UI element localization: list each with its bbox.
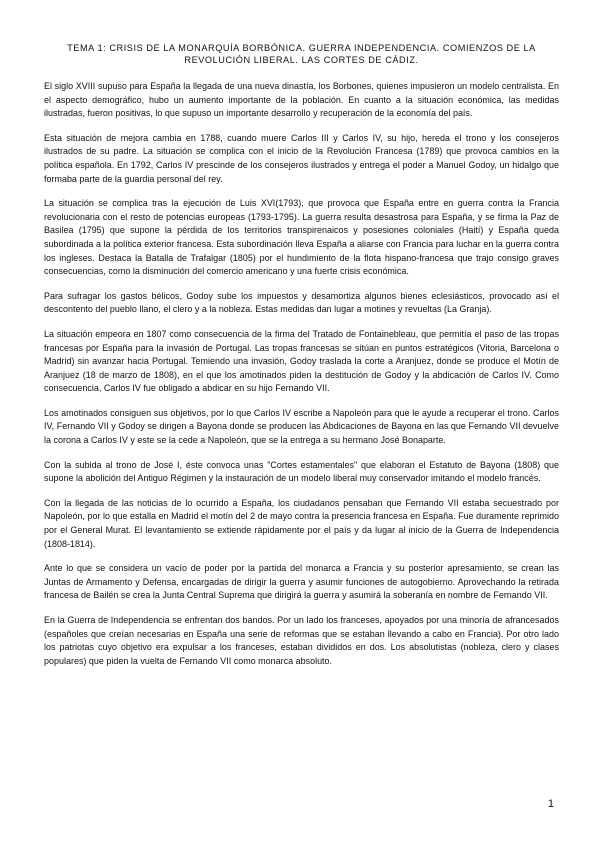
paragraph-7: Con la subida al trono de José I, éste convoca unas "Cortes estamentales" que elaboran el Estatuto de Bayona (1808) que supone la abolición del Antiguo Régimen y la instauración de un modelo liberal muy conservador imitando el modelo francés. <box>44 459 559 484</box>
paragraph-1: El siglo XVIII supuso para España la llegada de una nueva dinastía, los Borbones, quienes impusieron un modelo centralista. En el aspecto demográfico, hubo un aumento importante de la población. En cuanto a la situación económica, las medidas ilustradas, fueron positivas, lo que supuso un importante desarrollo y recuperación de la economía del país. <box>44 81 559 119</box>
paragraph-4: Para sufragar los gastos bélicos, Godoy sube los impuestos y desamortiza algunos bienes eclesiásticos, provocado así el descontento del pueblo llano, el clero y a la nobleza. Estas medidas dan lugar a motines y revueltas (La Granja). <box>44 290 559 315</box>
paragraph-6: Los amotinados consiguen sus objetivos, por lo que Carlos IV escribe a Napoleón para que le ayude a recuperar el trono. Carlos IV, Fernando VII y Godoy se dirigen a Bayona donde se producen las Abdicaciones de Bayona en las que Fernando VII devuelve la corona a Carlos IV y este se la cede a Napoleón, que se la entrega a su hermano José Bonaparte. <box>44 407 559 446</box>
paragraph-5: La situación empeora en 1807 como consecuencia de la firma del Tratado de Fontainebleau, que permitía el paso de las tropas francesas por España para la invasión de Portugal. Las tropas francesas se sitúan en puntos estratégicos (Vitoria, Barcelona o Madrid) sin avanzar hacia Portugal. Temiendo una invasión, Godoy traslada la corte a Aranjuez, donde se produce el Motín de Aranjuez (18 de marzo de 1808), en el que los amotinados piden la destitución de Godoy y la abdicación de Carlos IV. Como consecuencia, Carlos IV fue obligado a abdicar en su hijo Fernando VII. <box>44 328 559 394</box>
paragraph-2: Esta situación de mejora cambia en 1788, cuando muere Carlos III y Carlos IV, su hijo, hereda el trono y los consejeros ilustrados de su padre. La situación se complica con el inicio de la Revolución Francesa (1789) que provoca cambios en la política española. En 1792, Carlos IV prescinde de los consejeros ilustrados y entrega el poder a Manuel Godoy, un hidalgo que formaba parte de la guardia personal del rey. <box>44 132 559 184</box>
paragraph-3: La situación se complica tras la ejecución de Luis XVI(1793), que provoca que España entre en guerra contra la Francia revolucionaria con el resto de potencias europeas (1793-1795). La guerra resulta desastrosa para España, y se firma la Paz de Basilea (1795) que supone la pérdida de los territorios transpirenaicos y posesiones coloniales (Haití) y España queda subordinada a la política exterior francesa. Esta subordinación lleva España a aliarse con Francia para luchar en la guerra contra los ingleses. Destaca la Batalla de Trafalgar (1805) por el hundimiento de la flota hispano-francesa que trajo consigo graves consecuencias, como la disminución del comercio americano y una fuerte crisis económica. <box>44 198 559 277</box>
document-body <box>44 80 559 668</box>
paragraph-9: Ante lo que se considera un vacío de poder por la partida del monarca a Francia y su posterior apresamiento, se crean las Juntas de Armamento y Defensa, encargadas de dirigir la guerra y asumir funciones de autogobierno. Aprovechando la retirada francesa de Bailén se crea la Junta Central Suprema que dirigirá la guerra y asumirá la soberanía en nombre de Fernando VII. <box>44 563 559 601</box>
page-number: 1 <box>547 798 554 810</box>
paragraph-10: En la Guerra de Independencia se enfrentan dos bandos. Por un lado los franceses, apoyados por una minoría de afrancesados (españoles que creían necesarias en España una serie de reformas que se estaban llevando a cabo en Francia). Por otro lado los patriotas cuyo objetivo era expulsar a los franceses, estaban divididos en dos. Los absolutistas (nobleza, clero y clases populares) que piden la vuelta de Fernando VII como monarca absoluto. <box>44 615 559 666</box>
paragraph-8: Con la llegada de las noticias de lo ocurrido a España, los ciudadanos pensaban que Fernando VII estaba secuestrado por Napoleón, por lo que estalla en Madrid el motín del 2 de mayo contra la presencia francesa en España. Fue duramente reprimido por el General Murat. El levantamiento se extiende rápidamente por el país y da lugar al inicio de la Guerra de Independencia (1808-1814). <box>44 497 559 549</box>
document-title: TEMA 1: CRISIS DE LA MONARQUÍA BORBÓNICA. GUERRA INDEPENDENCIA. COMIENZOS DE LA REVOLUCIÓN LIBERAL. LAS CORTES DE CÁDIZ. <box>67 43 536 65</box>
